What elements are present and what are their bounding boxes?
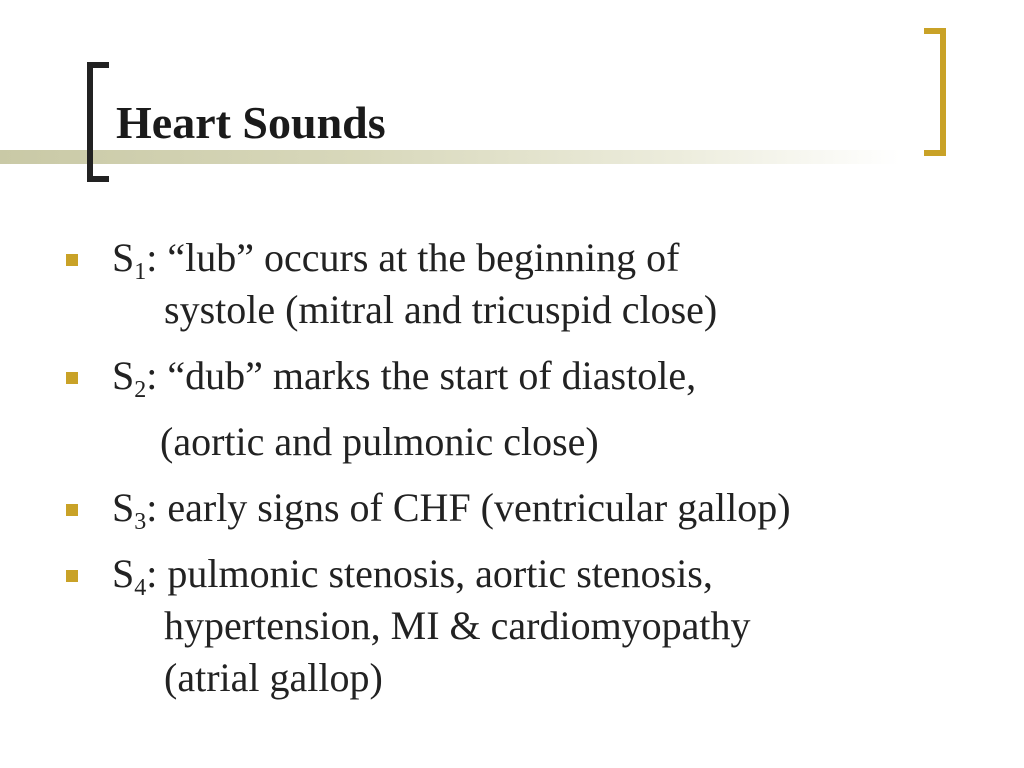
sound-subscript: 2 <box>134 377 147 403</box>
sound-label: S <box>112 353 135 398</box>
bullet-line <box>112 548 960 600</box>
square-bullet-icon <box>66 254 78 266</box>
sound-label: S <box>112 485 135 530</box>
bullet-text: : “dub” marks the start of diastole, <box>146 353 697 398</box>
bullet-list <box>60 232 960 718</box>
sound-label: S <box>112 551 135 596</box>
bullet-line-continuation: (aortic and pulmonic close) <box>160 419 599 464</box>
sound-subscript: 1 <box>134 259 147 285</box>
left-bracket-decoration <box>87 62 109 182</box>
square-bullet-icon <box>66 504 78 516</box>
bullet-line-continuation: hypertension, MI & cardiomyopathy <box>164 603 751 648</box>
sound-subscript: 4 <box>134 575 147 601</box>
bullet-line-continuation: (atrial gallop) <box>164 655 383 700</box>
bullet-item-s2 <box>60 350 960 468</box>
sound-label: S <box>112 235 135 280</box>
title-underline-bar <box>0 150 900 164</box>
slide-title: Heart Sounds <box>116 97 386 148</box>
bullet-item-s1 <box>60 232 960 336</box>
bullet-item-s4 <box>60 548 960 704</box>
square-bullet-icon <box>66 372 78 384</box>
bullet-line <box>112 350 960 402</box>
square-bullet-icon <box>66 570 78 582</box>
bullet-line <box>112 482 960 534</box>
bullet-line-continuation: systole (mitral and tricuspid close) <box>164 287 718 332</box>
bullet-text: : pulmonic stenosis, aortic stenosis, <box>146 551 713 596</box>
bullet-line <box>112 232 960 284</box>
bullet-item-s3 <box>60 482 960 534</box>
bullet-text: : “lub” occurs at the beginning of <box>146 235 680 280</box>
bullet-text: : early signs of CHF (ventricular gallop) <box>146 485 791 530</box>
right-bracket-decoration <box>924 28 946 156</box>
sound-subscript: 3 <box>134 509 147 535</box>
